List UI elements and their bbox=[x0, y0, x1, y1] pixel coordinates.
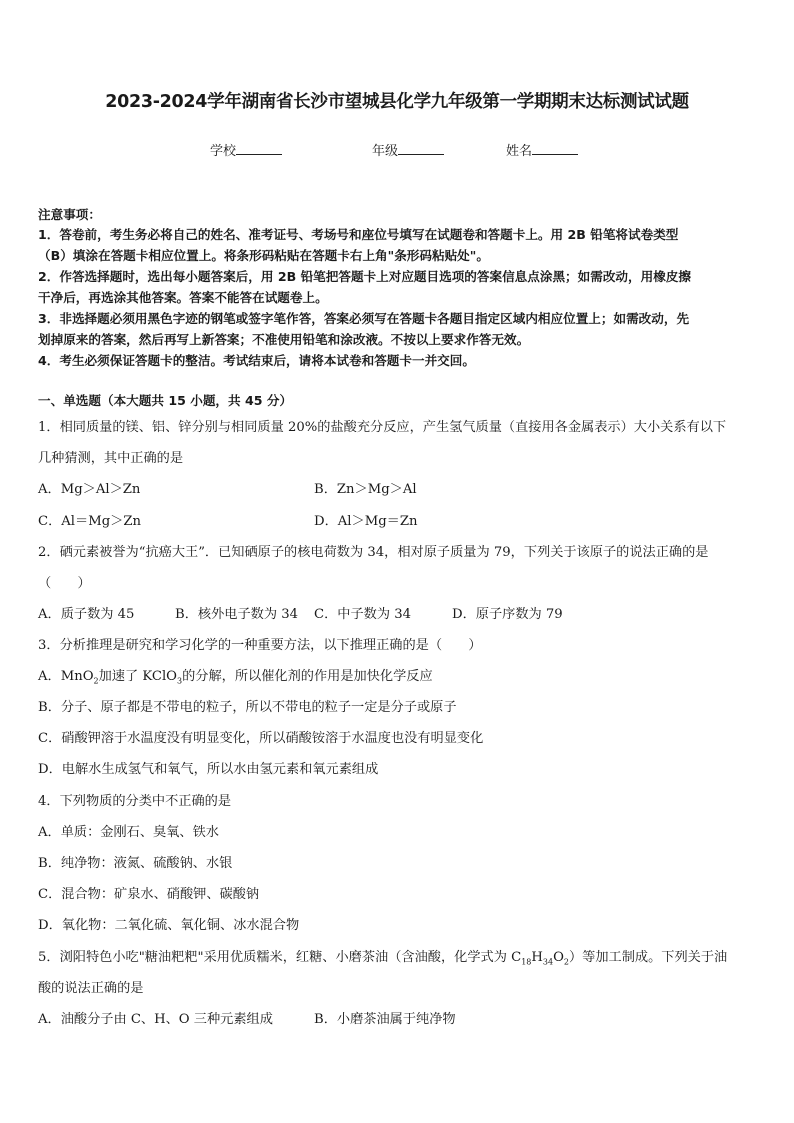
q2-option-b[interactable]: B．核外电子数为 34 bbox=[175, 607, 298, 622]
notice-line: 3．非选择题必须用黑色字迹的钢笔或签字笔作答，答案必须写在答题卡各题目指定区域内相应位置上；如需改动，先 bbox=[38, 311, 690, 326]
name-label: 姓名 bbox=[506, 144, 533, 159]
notice-line: 干净后，再选涂其他答案。答案不能答在试题卷上。 bbox=[38, 290, 328, 305]
q2-option-d[interactable]: D．原子序数为 79 bbox=[452, 607, 563, 622]
q2-option-c[interactable]: C．中子数为 34 bbox=[314, 607, 411, 622]
q5-stem-text: O bbox=[553, 950, 564, 965]
school-blank[interactable] bbox=[236, 142, 282, 155]
q4-option-a[interactable]: A．单质：金刚石、臭氧、铁水 bbox=[38, 825, 219, 840]
q4-option-d[interactable]: D．氧化物：二氧化硫、氧化铜、冰水混合物 bbox=[38, 918, 300, 933]
q4-option-b[interactable]: B．纯净物：液氮、硫酸钠、水银 bbox=[38, 856, 233, 871]
q3-a-text: 加速了 KClO bbox=[98, 669, 177, 684]
q3-option-a[interactable] bbox=[38, 665, 433, 686]
notice-line: 4．考生必须保证答题卡的整洁。考试结束后，请将本试卷和答题卡一并交回。 bbox=[38, 353, 475, 368]
notice-line: 2．作答选择题时，选出每小题答案后，用 2B 铅笔把答题卡上对应题目选项的答案信息点涂黑；如需改动，用橡皮擦 bbox=[38, 269, 691, 284]
notice-heading: 注意事项： bbox=[38, 207, 101, 222]
q1-option-d[interactable]: D．Al＞Mg＝Zn bbox=[314, 514, 418, 529]
q5-stem-text: ）等加工制成。下列关于油 bbox=[568, 950, 728, 965]
q1-option-c[interactable]: C．Al＝Mg＞Zn bbox=[38, 514, 141, 529]
q3-option-c[interactable]: C．硝酸钾溶于水温度没有明显变化，所以硝酸铵溶于水温度也没有明显变化 bbox=[38, 731, 484, 746]
q3-a-subscript: 3 bbox=[177, 676, 183, 686]
q3-stem: 3．分析推理是研究和学习化学的一种重要方法，以下推理正确的是（ ） bbox=[38, 638, 482, 653]
q1-stem-cont: 几种猜测，其中正确的是 bbox=[38, 451, 184, 466]
q5-option-a[interactable]: A．油酸分子由 C、H、O 三种元素组成 bbox=[38, 1012, 273, 1027]
exam-title: 2023-2024学年湖南省长沙市望城县化学九年级第一学期期末达标测试试题 bbox=[105, 92, 689, 112]
q5-subscript: 2 bbox=[563, 957, 569, 967]
q5-stem-cont: 酸的说法正确的是 bbox=[38, 981, 144, 996]
notice-line: （B）填涂在答题卡相应位置上。将条形码粘贴在答题卡右上角"条形码粘贴处"。 bbox=[38, 248, 489, 263]
q5-stem bbox=[38, 946, 727, 967]
grade-field[interactable] bbox=[372, 140, 444, 159]
q1-stem: 1．相同质量的镁、铝、锌分别与相同质量 20%的盐酸充分反应，产生氢气质量（直接用各金属表示）大小关系有以下 bbox=[38, 420, 727, 435]
q3-a-subscript: 2 bbox=[93, 676, 99, 686]
school-label: 学校 bbox=[210, 144, 237, 159]
name-blank[interactable] bbox=[532, 142, 578, 155]
name-field[interactable] bbox=[506, 140, 578, 159]
q1-option-b[interactable]: B．Zn＞Mg＞Al bbox=[314, 482, 417, 497]
section-heading: 一、单选题（本大题共 15 小题，共 45 分） bbox=[38, 393, 293, 408]
q2-option-a[interactable]: A．质子数为 45 bbox=[38, 607, 135, 622]
q5-stem-text: H bbox=[531, 950, 543, 965]
q4-stem: 4．下列物质的分类中不正确的是 bbox=[38, 794, 232, 809]
q5-option-b[interactable]: B．小磨茶油属于纯净物 bbox=[314, 1012, 456, 1027]
q3-option-d[interactable]: D．电解水生成氢气和氧气，所以水由氢元素和氧元素组成 bbox=[38, 762, 379, 777]
notice-line: 划掉原来的答案，然后再写上新答案；不准使用铅笔和涂改液。不按以上要求作答无效。 bbox=[38, 332, 530, 347]
notice-line: 1．答卷前，考生务必将自己的姓名、准考证号、考场号和座位号填写在试题卷和答题卡上。用 2B 铅笔将试卷类型 bbox=[38, 227, 679, 242]
q1-option-a[interactable]: A．Mg＞Al＞Zn bbox=[38, 482, 141, 497]
q3-a-text: 的分解，所以催化剂的作用是加快化学反应 bbox=[182, 669, 433, 684]
q3-a-text: A．MnO bbox=[38, 669, 94, 684]
grade-blank[interactable] bbox=[398, 142, 444, 155]
school-field[interactable] bbox=[210, 140, 282, 159]
q5-subscript: 34 bbox=[542, 957, 554, 967]
q2-stem: 2．硒元素被誉为“抗癌大王”．已知硒原子的核电荷数为 34，相对原子质量为 79，下列关于该原子的说法正确的是 bbox=[38, 545, 709, 560]
q5-stem-text: 5．浏阳特色小吃"糖油粑粑"采用优质糯米，红糖、小磨茶油（含油酸，化学式为 C bbox=[38, 950, 522, 965]
q2-stem-cont: （ ） bbox=[38, 576, 91, 591]
q4-option-c[interactable]: C．混合物：矿泉水、硝酸钾、碳酸钠 bbox=[38, 887, 260, 902]
grade-label: 年级 bbox=[372, 144, 399, 159]
q5-subscript: 18 bbox=[521, 957, 532, 967]
q3-option-b[interactable]: B．分子、原子都是不带电的粒子，所以不带电的粒子一定是分子或原子 bbox=[38, 700, 457, 715]
